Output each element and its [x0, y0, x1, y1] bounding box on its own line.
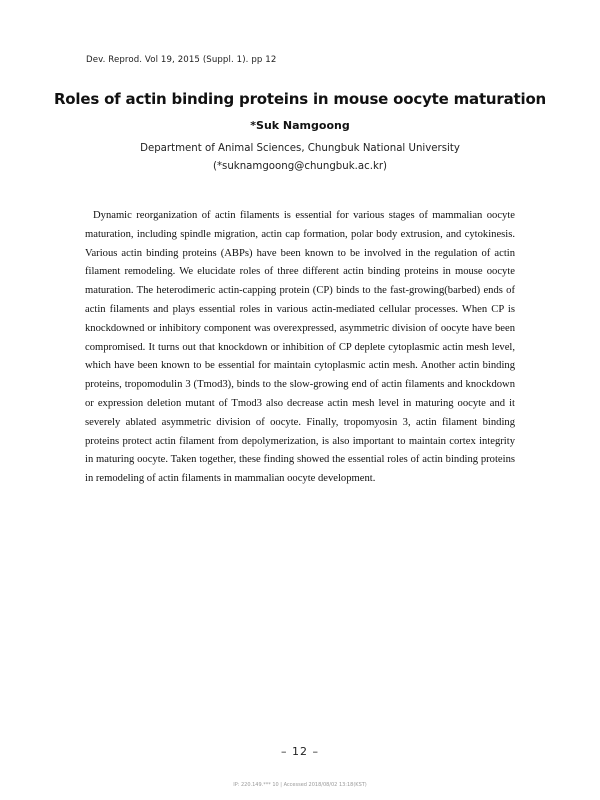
author-name: *Suk Namgoong — [250, 119, 350, 132]
abstract-paragraph: Dynamic reorganization of actin filaments is essential for various stages of mammalian oocyte maturation, including spindle migration, actin cap formation, polar body extrusion, and cytokinesis. Various actin binding proteins (ABPs) have been known to be involved in the regulation of actin filament remodeling. We elucidate roles of three different actin binding proteins in mouse oocyte maturation. The heterodimeric actin-capping protein (CP) binds to the fast-growing(barbed) ends of actin filaments and plays essential roles in various actin-mediated cellular processes. When CP is knockdowned or inhibitory component was overexpressed, asymmetric division of oocyte have been compromised. It turns out that knockdown or inhibition of CP deplete cytoplasmic actin mesh level, which have been known to be essential for maintain cytoplasmic actin mesh. Another actin binding proteins, tropomodulin 3 (Tmod3), binds to the slow-growing end of actin filaments and knockdown or expression deletion mutant of Tmod3 also decrease actin mesh level in maturing oocyte and it severely ablated asymmetric division of oocyte. Finally, tropomyosin 3, actin filament binding proteins protect actin filament from depolymerization, is also important to maintain cortex integrity in maturing oocyte. Taken together, these finding showed the essential roles of actin binding proteins in remodeling of actin filaments in mammalian oocyte development. — [85, 210, 515, 485]
author-affiliation: Department of Animal Sciences, Chungbuk National University — [140, 143, 460, 154]
paper-title: Roles of actin binding proteins in mouse oocyte maturation — [53, 90, 547, 108]
page-number: – 12 – — [281, 745, 319, 758]
author-email: (*suknamgoong@chungbuk.ac.kr) — [212, 161, 388, 172]
journal-citation: Dev. Reprod. Vol 19, 2015 (Suppl. 1). pp 12 — [86, 55, 277, 65]
access-watermark: IP: 220.149.*** 10 | Accessed 2018/08/02 13:18(KST) — [233, 782, 367, 788]
